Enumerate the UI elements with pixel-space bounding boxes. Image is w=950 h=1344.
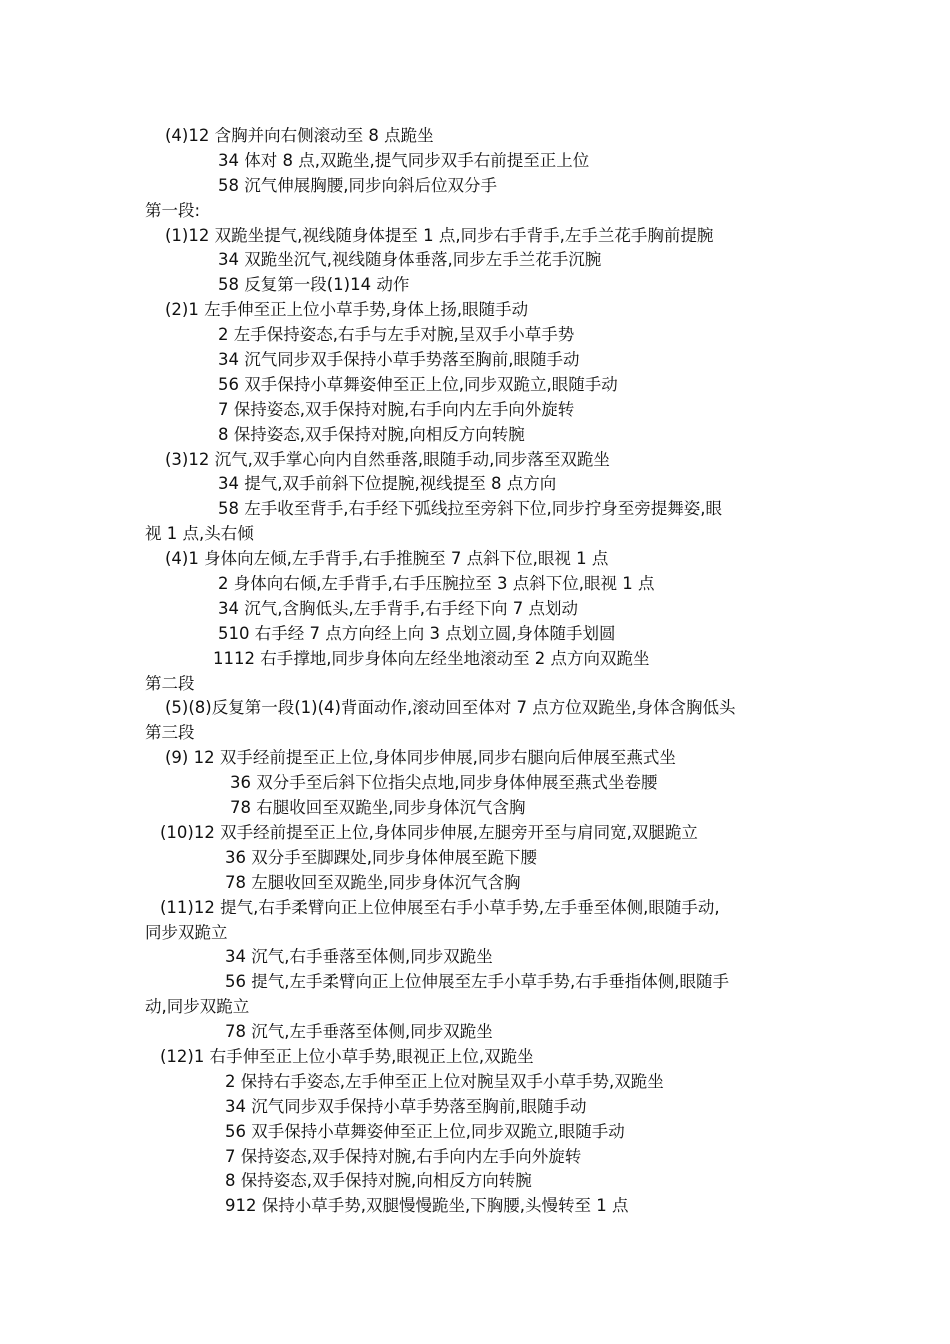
line-text: 56 提气,左手柔臂向正上位伸展至左手小草手势,右手垂指体侧,眼随手 — [225, 972, 729, 992]
line-text: 34 沉气,含胸低头,左手背手,右手经下向 7 点划动 — [218, 598, 578, 618]
text-line — [0, 771, 950, 796]
line-text: (9) 12 双手经前提至正上位,身体同步伸展,同步右腿向后伸展至燕式坐 — [165, 748, 676, 768]
text-line — [0, 323, 950, 348]
text-line — [0, 1070, 950, 1095]
text-line — [0, 398, 950, 423]
line-text: 视 1 点,头右倾 — [145, 524, 254, 544]
line-text: 第一段: — [145, 200, 201, 220]
line-text: (11)12 提气,右手柔臂向正上位伸展至右手小草手势,左手垂至体侧,眼随手动, — [160, 897, 720, 917]
text-line — [0, 1020, 950, 1045]
text-line — [0, 846, 950, 871]
line-text: 34 提气,双手前斜下位提腕,视线提至 8 点方向 — [218, 474, 557, 494]
text-line — [0, 199, 950, 224]
text-line — [0, 995, 950, 1020]
text-line — [0, 298, 950, 323]
line-text: 1112 右手撑地,同步身体向左经坐地滚动至 2 点方向双跪坐 — [213, 648, 650, 668]
text-line — [0, 622, 950, 647]
line-text: 34 双跪坐沉气,视线随身体垂落,同步左手兰花手沉腕 — [218, 250, 602, 270]
text-line — [0, 746, 950, 771]
text-line — [0, 672, 950, 697]
text-line — [0, 373, 950, 398]
line-text: (3)12 沉气,双手掌心向内自然垂落,眼随手动,同步落至双跪坐 — [165, 449, 610, 469]
line-text: 34 沉气,右手垂落至体侧,同步双跪坐 — [225, 947, 493, 967]
text-line — [0, 547, 950, 572]
text-line — [0, 1145, 950, 1170]
line-text: 36 双分手至脚踝处,同步身体伸展至跪下腰 — [225, 847, 537, 867]
text-line — [0, 149, 950, 174]
line-text: 78 沉气,左手垂落至体侧,同步双跪坐 — [225, 1022, 493, 1042]
text-line — [0, 1194, 950, 1219]
text-line — [0, 273, 950, 298]
line-text: 56 双手保持小草舞姿伸至正上位,同步双跪立,眼随手动 — [218, 374, 618, 394]
text-line — [0, 497, 950, 522]
line-text: 8 保持姿态,双手保持对腕,向相反方向转腕 — [225, 1171, 532, 1191]
text-line — [0, 945, 950, 970]
line-text: 58 沉气伸展胸腰,同步向斜后位双分手 — [218, 175, 497, 195]
line-text: 78 右腿收回至双跪坐,同步身体沉气含胸 — [230, 798, 526, 818]
text-line — [0, 821, 950, 846]
text-line — [0, 871, 950, 896]
line-text: (4)12 含胸并向右侧滚动至 8 点跪坐 — [165, 126, 434, 145]
text-line — [0, 174, 950, 199]
line-text: 7 保持姿态,双手保持对腕,右手向内左手向外旋转 — [225, 1146, 582, 1166]
text-line — [0, 522, 950, 547]
line-text: (12)1 右手伸至正上位小草手势,眼视正上位,双跪坐 — [160, 1046, 534, 1066]
line-text: 34 沉气同步双手保持小草手势落至胸前,眼随手动 — [225, 1096, 587, 1116]
text-line — [0, 572, 950, 597]
line-text: 7 保持姿态,双手保持对腕,右手向内左手向外旋转 — [218, 399, 575, 419]
text-line — [0, 921, 950, 946]
line-text: 34 体对 8 点,双跪坐,提气同步双手右前提至正上位 — [218, 150, 590, 170]
text-line — [0, 1120, 950, 1145]
text-line — [0, 721, 950, 746]
text-line — [0, 896, 950, 921]
line-text: 2 保持右手姿态,左手伸至正上位对腕呈双手小草手势,双跪坐 — [225, 1071, 664, 1091]
line-text: (5)(8)反复第一段(1)(4)背面动作,滚动回至体对 7 点方位双跪坐,身体含胸低头 — [165, 698, 736, 718]
document-body — [0, 124, 950, 1219]
text-line — [0, 796, 950, 821]
line-text: (10)12 双手经前提至正上位,身体同步伸展,左腿旁开至与肩同宽,双腿跪立 — [160, 822, 698, 842]
text-line — [0, 1169, 950, 1194]
line-text: 58 左手收至背手,右手经下弧线拉至旁斜下位,同步拧身至旁提舞姿,眼 — [218, 499, 722, 519]
line-text: (1)12 双跪坐提气,视线随身体提至 1 点,同步右手背手,左手兰花手胸前提腕 — [165, 225, 714, 245]
line-text: 2 身体向右倾,左手背手,右手压腕拉至 3 点斜下位,眼视 1 点 — [218, 574, 655, 594]
text-line — [0, 248, 950, 273]
line-text: 2 左手保持姿态,右手与左手对腕,呈双手小草手势 — [218, 325, 575, 345]
line-text: 8 保持姿态,双手保持对腕,向相反方向转腕 — [218, 424, 525, 444]
line-text: (2)1 左手伸至正上位小草手势,身体上扬,眼随手动 — [165, 300, 529, 320]
line-text: 第三段 — [145, 723, 195, 743]
line-text: 36 双分手至后斜下位指尖点地,同步身体伸展至燕式坐卷腰 — [230, 773, 658, 793]
text-line — [0, 448, 950, 473]
text-line — [0, 224, 950, 249]
line-text: 78 左腿收回至双跪坐,同步身体沉气含胸 — [225, 872, 521, 892]
line-text: 动,同步双跪立 — [145, 997, 250, 1017]
line-text: 同步双跪立 — [145, 922, 228, 942]
line-text: 34 沉气同步双手保持小草手势落至胸前,眼随手动 — [218, 350, 580, 370]
line-text: (4)1 身体向左倾,左手背手,右手推腕至 7 点斜下位,眼视 1 点 — [165, 549, 609, 569]
text-line — [0, 423, 950, 448]
line-text: 58 反复第一段(1)14 动作 — [218, 275, 410, 295]
text-line — [0, 472, 950, 497]
text-line — [0, 1045, 950, 1070]
line-text: 510 右手经 7 点方向经上向 3 点划立圆,身体随手划圆 — [218, 623, 616, 643]
text-line — [0, 1095, 950, 1120]
text-line — [0, 696, 950, 721]
text-line — [0, 970, 950, 995]
line-text: 56 双手保持小草舞姿伸至正上位,同步双跪立,眼随手动 — [225, 1121, 625, 1141]
line-text: 第二段 — [145, 673, 195, 693]
text-line — [0, 348, 950, 373]
line-text: 912 保持小草手势,双腿慢慢跪坐,下胸腰,头慢转至 1 点 — [225, 1196, 629, 1216]
text-line — [0, 647, 950, 672]
text-line — [0, 124, 950, 149]
text-line — [0, 597, 950, 622]
